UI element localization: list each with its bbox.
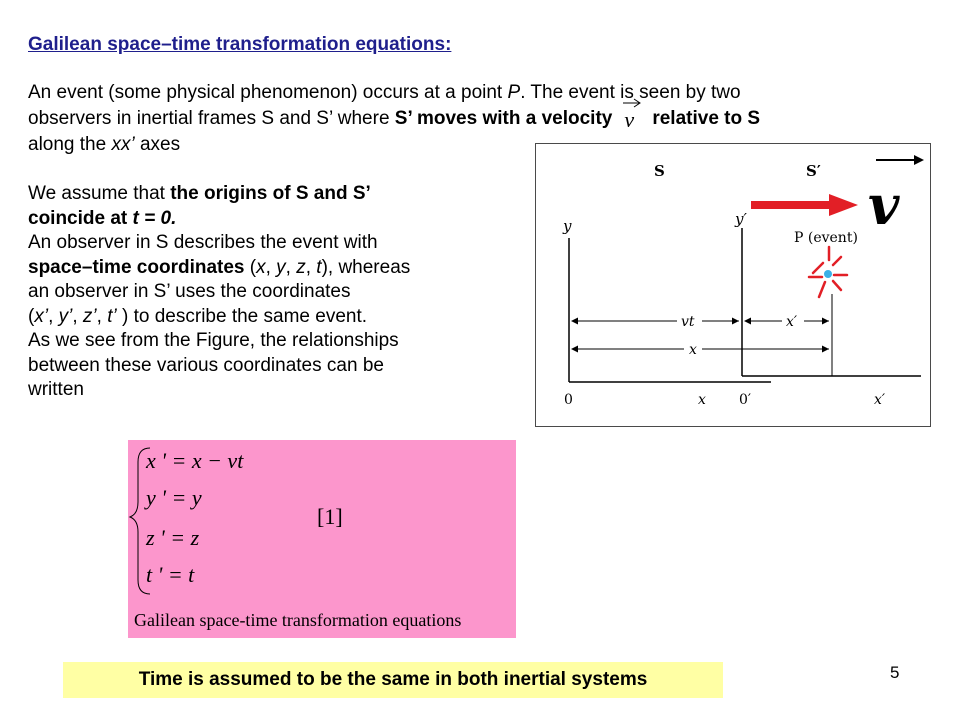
- vt-label: vt: [681, 314, 695, 330]
- para-text: An observer in S describes the event with: [28, 232, 378, 253]
- para-line: [28, 256, 520, 281]
- para-text: ,: [96, 305, 108, 327]
- origin-s-label: 0: [564, 392, 573, 408]
- coord-z: z: [296, 256, 306, 278]
- time-note: Time is assumed to be the same in both inertial systems: [63, 662, 723, 698]
- para-line: [28, 329, 520, 354]
- frame-s-label: S: [654, 162, 665, 180]
- para-text: between these various coordinates can be: [28, 354, 384, 376]
- intro-text: axes: [134, 134, 181, 155]
- origin-s-prime-label: 0′: [739, 392, 752, 408]
- velocity-arrow-head-icon: [829, 194, 858, 216]
- y-axis-label: y: [563, 217, 572, 235]
- para-line: [28, 231, 520, 256]
- slide-heading: Galilean space–time transformation equations:: [28, 34, 452, 55]
- coord-x-prime: x’: [34, 305, 49, 327]
- equations-caption: Galilean space-time transformation equations: [134, 610, 462, 630]
- coordinates-paragraph: [28, 182, 520, 403]
- para-text: ,: [265, 256, 277, 278]
- x-prime-axis-label: x′: [874, 392, 886, 408]
- event-burst-icon: [809, 247, 847, 297]
- velocity-letter: v: [624, 107, 635, 132]
- velocity-phrase: S’ moves with a velocity: [394, 108, 613, 129]
- intro-text: observers in inertial frames S and S’ where: [28, 108, 395, 129]
- equation-t: t ' = t: [146, 562, 195, 587]
- coord-x: x: [256, 256, 266, 278]
- reference-frames-figure: [535, 143, 931, 427]
- para-text: (: [28, 305, 35, 327]
- coord-z-prime: z’: [82, 305, 97, 327]
- equation-number: [1]: [317, 504, 343, 529]
- x-prime-distance-label: x′: [786, 314, 798, 330]
- intro-text: An event (some physical phenomenon) occurs at a point: [28, 82, 508, 103]
- y-prime-axis-label: y′: [735, 210, 747, 228]
- para-text: (: [244, 256, 257, 278]
- x-axis-label: x: [698, 392, 706, 408]
- para-text: ,: [72, 305, 83, 327]
- para-text: written: [28, 379, 84, 400]
- point-label: P: [507, 82, 521, 103]
- para-text: ), whereas: [321, 256, 411, 278]
- para-line: [28, 182, 520, 207]
- velocity-phrase-end: relative to S: [652, 108, 761, 129]
- coord-y: y: [276, 256, 286, 278]
- frames-diagram: [536, 144, 930, 426]
- event-label: P (event): [794, 230, 858, 246]
- para-line: [28, 305, 520, 330]
- para-bold: coincide at: [28, 207, 133, 229]
- velocity-vector-symbol: [620, 107, 644, 132]
- para-text: As we see from the Figure, the relationships: [28, 330, 399, 351]
- para-text: ,: [285, 256, 297, 278]
- equation-y: y ' = y: [146, 485, 202, 510]
- equations-box: [128, 440, 516, 638]
- para-text: an observer in S’ uses the coordinates: [28, 281, 351, 302]
- x-distance-label: x: [689, 342, 697, 358]
- para-bold: the origins of S and S’: [170, 183, 371, 204]
- slide-number: 5: [890, 663, 900, 682]
- frame-s-prime-label: S′: [806, 162, 821, 180]
- equation-x: x ' = x − vt: [146, 448, 244, 473]
- para-line: [28, 207, 520, 232]
- time-zero: t = 0.: [132, 207, 177, 229]
- equation-z: z ' = z: [146, 525, 200, 550]
- axes-label: xx’: [111, 134, 135, 155]
- para-line: [28, 378, 520, 403]
- para-line: [28, 280, 520, 305]
- velocity-v-arrow-icon: [914, 155, 924, 165]
- para-text: ,: [48, 305, 59, 327]
- coord-t: t: [316, 256, 322, 278]
- intro-line-2: [28, 106, 943, 132]
- para-text: ,: [305, 256, 317, 278]
- para-text: ) to describe the same event.: [116, 305, 368, 327]
- velocity-v-label: v: [868, 173, 900, 237]
- coord-t-prime: t’: [107, 305, 117, 327]
- para-text: We assume that: [28, 183, 171, 204]
- para-bold: space–time coordinates: [28, 256, 245, 278]
- para-line: [28, 354, 520, 379]
- intro-line-1: [28, 80, 943, 106]
- coord-y-prime: y’: [58, 305, 73, 327]
- intro-text: along the: [28, 134, 112, 155]
- velocity-arrow-shaft: [751, 201, 831, 209]
- intro-text: . The event is seen by two: [520, 82, 741, 103]
